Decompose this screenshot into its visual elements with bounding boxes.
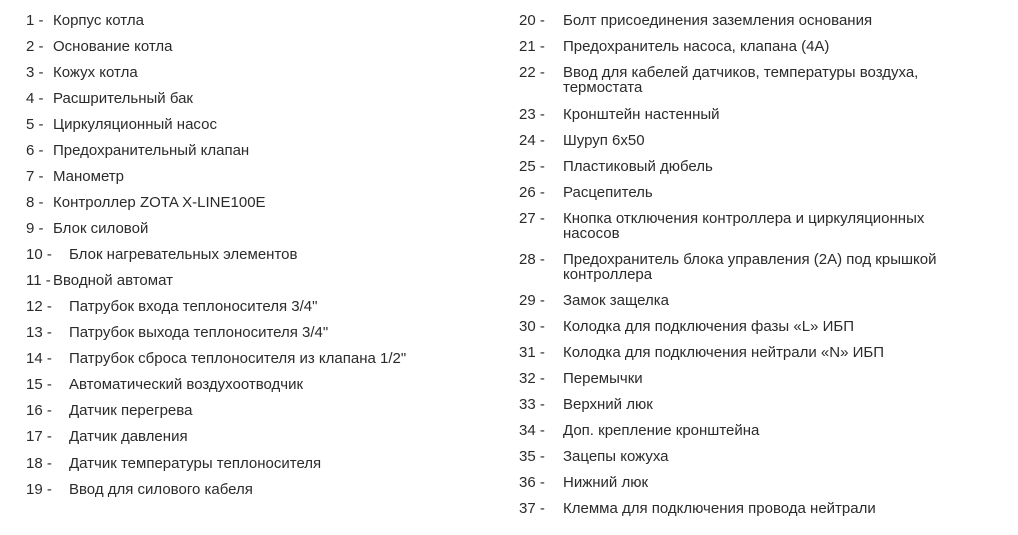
legend-item-label: Патрубок входа теплоносителя 3/4" <box>69 298 318 315</box>
legend-item-label: Шуруп 6х50 <box>563 132 645 149</box>
legend-item-label: Вводной автомат <box>53 272 173 289</box>
legend-item-label: Болт присоединения заземления основания <box>563 12 873 29</box>
legend-item-label: Нижний люк <box>563 474 649 491</box>
legend-item-label-continued: насосов <box>563 225 620 242</box>
legend-item-number: 19 - <box>26 481 52 498</box>
legend-item-number: 14 - <box>26 350 52 367</box>
legend-item-label: Кожух котла <box>53 64 138 81</box>
legend-item-number: 10 - <box>26 246 52 263</box>
legend-item-label-continued: контроллера <box>563 266 653 283</box>
legend-item-label-continued: термостата <box>563 79 643 96</box>
legend-item-label: Ввод для кабелей датчиков, температуры воздуха, <box>563 64 919 81</box>
legend-item-label: Автоматический воздухоотводчик <box>69 376 304 393</box>
legend-item-number: 23 - <box>519 106 545 123</box>
legend-item-label: Предохранитель насоса, клапана (4А) <box>563 38 830 55</box>
legend-item-number: 4 - <box>26 90 44 107</box>
legend-item-label: Замок защелка <box>563 292 670 309</box>
legend-item-label: Патрубок сброса теплоносителя из клапана 1/2" <box>69 350 407 367</box>
legend-item-number: 17 - <box>26 428 52 445</box>
legend-item-label: Расцепитель <box>563 184 653 201</box>
legend-item-number: 29 - <box>519 292 545 309</box>
legend-item-number: 16 - <box>26 402 52 419</box>
legend-item-label: Колодка для подключения нейтрали «N» ИБП <box>563 344 884 361</box>
legend-item-number: 33 - <box>519 396 545 413</box>
legend-item-number: 7 - <box>26 168 44 185</box>
legend-item-number: 35 - <box>519 448 545 465</box>
legend-item-number: 1 - <box>26 12 44 29</box>
legend-item-number: 21 - <box>519 38 545 55</box>
legend-item-number: 27 - <box>519 210 545 227</box>
legend-item-number: 18 - <box>26 455 52 472</box>
legend-item-label: Верхний люк <box>563 396 653 413</box>
legend-item-number: 32 - <box>519 370 545 387</box>
legend-item-number: 15 - <box>26 376 52 393</box>
legend-item-label: Пластиковый дюбель <box>563 158 713 175</box>
legend-item-label: Патрубок выхода теплоносителя 3/4" <box>69 324 329 341</box>
legend-item-number: 5 - <box>26 116 44 133</box>
legend-item-label: Расшрительный бак <box>53 90 193 107</box>
legend-item-label: Контроллер ZOTA X-LINE100E <box>53 194 266 211</box>
legend-item-number: 11 - <box>26 272 51 289</box>
legend-item-number: 34 - <box>519 422 545 439</box>
legend-item-number: 20 - <box>519 12 545 29</box>
legend-item-number: 26 - <box>519 184 545 201</box>
legend-item-number: 3 - <box>26 64 44 81</box>
legend-item-label: Предохранительный клапан <box>53 142 250 159</box>
legend-item-label: Блок нагревательных элементов <box>69 246 298 263</box>
legend-item-label: Клемма для подключения провода нейтрали <box>563 500 876 517</box>
legend-item-label: Предохранитель блока управления (2А) под крышкой <box>563 251 937 268</box>
legend-item-label: Кнопка отключения контроллера и циркуляционных <box>563 210 925 227</box>
legend-item-label: Корпус котла <box>53 12 144 29</box>
legend-item-number: 6 - <box>26 142 44 159</box>
legend-item-label: Доп. крепление кронштейна <box>563 422 760 439</box>
legend-item-label: Ввод для силового кабеля <box>69 481 253 498</box>
legend-item-label: Перемычки <box>563 370 643 387</box>
legend-item-number: 24 - <box>519 132 545 149</box>
legend-item-number: 12 - <box>26 298 52 315</box>
legend-item-number: 9 - <box>26 220 44 237</box>
legend-item-number: 28 - <box>519 251 545 268</box>
legend-item-label: Датчик температуры теплоносителя <box>69 455 322 472</box>
legend-item-number: 2 - <box>26 38 44 55</box>
legend-item-number: 22 - <box>519 64 545 81</box>
legend-item-label: Колодка для подключения фазы «L» ИБП <box>563 318 854 335</box>
legend-item-label: Манометр <box>53 168 125 185</box>
legend-item-number: 37 - <box>519 500 545 517</box>
legend-item-label: Кронштейн настенный <box>563 106 720 123</box>
legend-item-label: Блок силовой <box>53 220 149 237</box>
legend-item-number: 25 - <box>519 158 545 175</box>
legend-item-label: Циркуляционный насос <box>53 116 217 133</box>
legend-item-number: 13 - <box>26 324 52 341</box>
legend-item-label: Зацепы кожуха <box>563 448 669 465</box>
legend-item-number: 31 - <box>519 344 545 361</box>
legend-item-number: 36 - <box>519 474 545 491</box>
legend-item-number: 8 - <box>26 194 44 211</box>
legend-item-label: Основание котла <box>53 38 173 55</box>
legend-item-number: 30 - <box>519 318 545 335</box>
legend-item-label: Датчик давления <box>69 428 188 445</box>
legend-item-label: Датчик перегрева <box>69 402 193 419</box>
